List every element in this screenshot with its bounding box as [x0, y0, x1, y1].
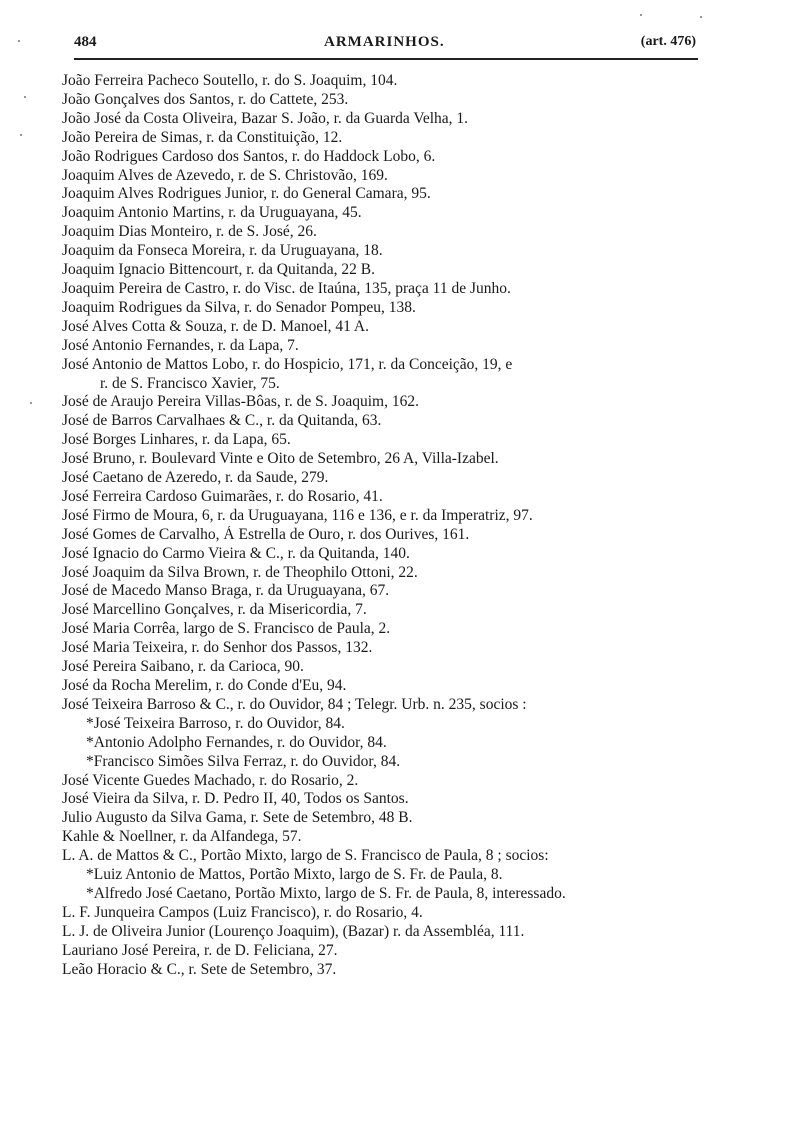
- list-item: José de Araujo Pereira Villas-Bôas, r. de S. Joaquim, 162.: [62, 393, 419, 411]
- list-item: José Marcellino Gonçalves, r. da Misericordia, 7.: [62, 601, 367, 619]
- socio-item: *Alfredo José Caetano, Portão Mixto, largo de S. Fr. de Paula, 8, interessado.: [86, 884, 566, 902]
- list-item: João Ferreira Pacheco Soutello, r. do S. Joaquim, 104.: [62, 72, 398, 89]
- list-item: José Caetano de Azeredo, r. da Saude, 279.: [62, 469, 329, 487]
- list-item: Joaquim Alves Rodrigues Junior, r. do General Camara, 95.: [62, 185, 431, 203]
- list-item: Kahle & Noellner, r. da Alfandega, 57.: [62, 828, 302, 846]
- scan-speck: [20, 134, 22, 136]
- list-item: José Pereira Saibano, r. da Carioca, 90.: [62, 658, 304, 676]
- list-item: José da Rocha Merelim, r. do Conde d'Eu, 94.: [62, 677, 347, 694]
- list-item: Joaquim Ignacio Bittencourt, r. da Quitanda, 22 B.: [62, 261, 375, 279]
- list-item-continuation: r. de S. Francisco Xavier, 75.: [100, 374, 280, 392]
- list-item: L. A. de Mattos & C., Portão Mixto, largo de S. Francisco de Paula, 8 ; socios:: [62, 847, 549, 865]
- list-item: Joaquim Pereira de Castro, r. do Visc. de Itaúna, 135, praça 11 de Junho.: [62, 279, 511, 297]
- header-rule: [74, 58, 698, 60]
- socio-item: *José Teixeira Barroso, r. do Ouvidor, 84.: [86, 714, 345, 732]
- list-item: José Joaquim da Silva Brown, r. de Theophilo Ottoni, 22.: [62, 563, 418, 581]
- scan-speck: [700, 16, 702, 18]
- directory-list: [62, 72, 712, 980]
- list-item: Leão Horacio & C., r. Sete de Setembro, 37.: [62, 960, 337, 978]
- scan-speck: [24, 96, 26, 98]
- list-item: L. J. de Oliveira Junior (Lourenço Joaquim), (Bazar) r. da Assembléa, 111.: [62, 922, 525, 940]
- list-item: José Maria Teixeira, r. do Senhor dos Passos, 132.: [62, 639, 373, 657]
- list-item: José Teixeira Barroso & C., r. do Ouvidor, 84 ; Telegr. Urb. n. 235, socios :: [62, 695, 527, 713]
- page-header: [74, 34, 696, 58]
- list-item: Joaquim Rodrigues da Silva, r. do Senador Pompeu, 138.: [62, 298, 416, 316]
- list-item: Joaquim Dias Monteiro, r. de S. José, 26.: [62, 223, 317, 241]
- article-reference: (art. 476): [640, 34, 696, 49]
- list-item: L. F. Junqueira Campos (Luiz Francisco), r. do Rosario, 4.: [62, 903, 423, 921]
- list-item: Julio Augusto da Silva Gama, r. Sete de Setembro, 48 B.: [62, 809, 413, 827]
- list-item: João Gonçalves dos Santos, r. do Cattete, 253.: [62, 90, 349, 108]
- list-item: José Bruno, r. Boulevard Vinte e Oito de Setembro, 26 A, Villa-Izabel.: [62, 450, 499, 468]
- list-item-two-line: [62, 356, 712, 394]
- list-item: José Ignacio do Carmo Vieira & C., r. da Quitanda, 140.: [62, 544, 410, 562]
- list-item: Joaquim Antonio Martins, r. da Uruguayana, 45.: [62, 204, 362, 222]
- list-item: José Maria Corrêa, largo de S. Francisco de Paula, 2.: [62, 620, 391, 638]
- socio-item: *Antonio Adolpho Fernandes, r. do Ouvidor, 84.: [86, 733, 387, 751]
- list-item: José Ferreira Cardoso Guimarães, r. do Rosario, 41.: [62, 487, 383, 505]
- list-item: José Antonio Fernandes, r. da Lapa, 7.: [62, 336, 299, 354]
- list-item-line: José Antonio de Mattos Lobo, r. do Hospicio, 171, r. da Conceição, 19, e: [62, 355, 513, 373]
- list-item: João Pereira de Simas, r. da Constituição, 12.: [62, 128, 343, 146]
- scan-speck: [18, 40, 20, 42]
- list-item: José Borges Linhares, r. da Lapa, 65.: [62, 431, 291, 449]
- list-item: José Firmo de Moura, 6, r. da Uruguayana, 116 e 136, e r. da Imperatriz, 97.: [62, 506, 533, 524]
- list-item: José Alves Cotta & Souza, r. de D. Manoel, 41 A.: [62, 317, 369, 335]
- list-item: José de Macedo Manso Braga, r. da Uruguayana, 67.: [62, 582, 390, 600]
- list-item: José Vicente Guedes Machado, r. do Rosario, 2.: [62, 771, 359, 789]
- page-number: 484: [74, 34, 97, 50]
- list-item: Lauriano José Pereira, r. de D. Feliciana, 27.: [62, 941, 338, 959]
- list-item: José Gomes de Carvalho, Á Estrella de Ouro, r. dos Ourives, 161.: [62, 525, 470, 543]
- socio-item: *Francisco Simões Silva Ferraz, r. do Ouvidor, 84.: [86, 752, 401, 770]
- list-item: Joaquim da Fonseca Moreira, r. da Uruguayana, 18.: [62, 242, 383, 260]
- section-title: ARMARINHOS.: [324, 34, 445, 50]
- scan-speck: [30, 402, 32, 404]
- list-item: Joaquim Alves de Azevedo, r. de S. Christovão, 169.: [62, 166, 388, 184]
- list-item: José Vieira da Silva, r. D. Pedro II, 40, Todos os Santos.: [62, 790, 409, 808]
- list-item: José de Barros Carvalhaes & C., r. da Quitanda, 63.: [62, 412, 382, 430]
- socio-item: *Luiz Antonio de Mattos, Portão Mixto, largo de S. Fr. de Paula, 8.: [86, 866, 503, 884]
- scan-speck: [640, 14, 642, 16]
- list-item: João Rodrigues Cardoso dos Santos, r. do Haddock Lobo, 6.: [62, 147, 436, 165]
- list-item: João José da Costa Oliveira, Bazar S. João, r. da Guarda Velha, 1.: [62, 109, 469, 127]
